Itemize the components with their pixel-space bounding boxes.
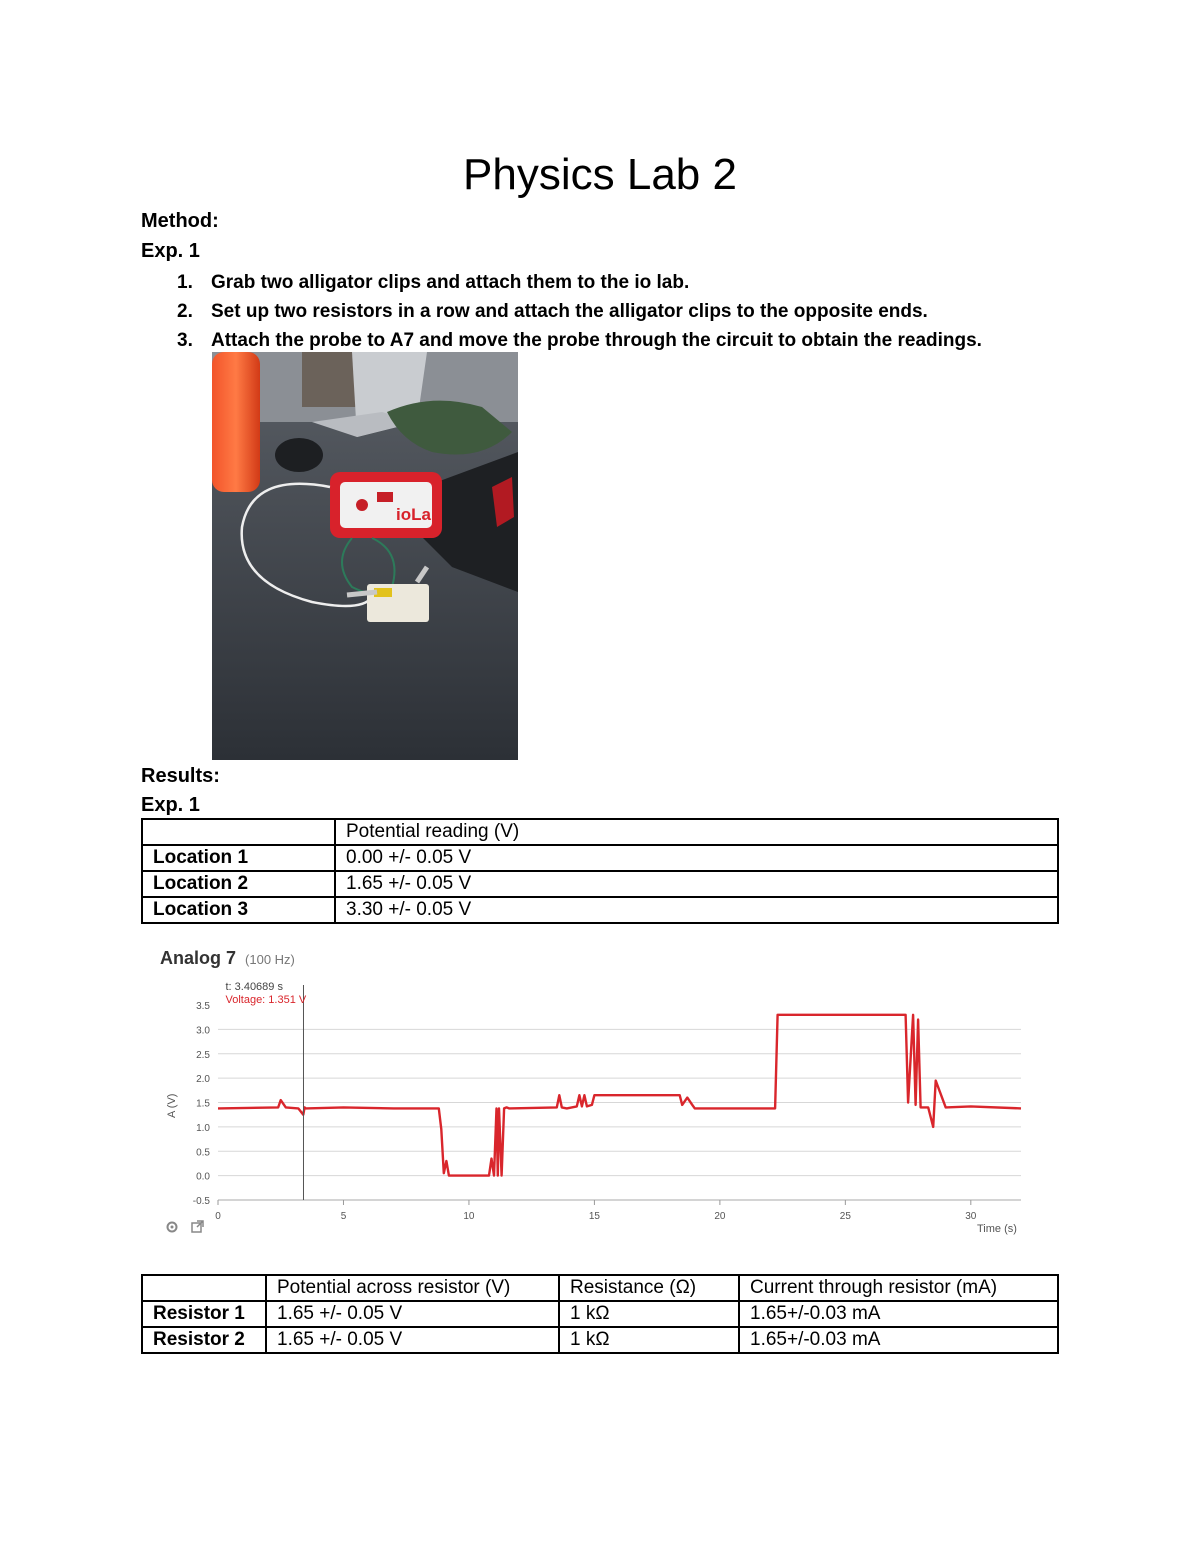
chart-subtitle: (100 Hz) xyxy=(245,952,295,967)
y-tick-label: -0.5 xyxy=(192,1196,210,1207)
page-title: Physics Lab 2 xyxy=(463,150,737,199)
method-steps xyxy=(141,268,982,355)
table-header-cell: Current through resistor (mA) xyxy=(739,1275,1058,1301)
x-tick-label: 5 xyxy=(340,1211,347,1222)
step-text: Grab two alligator clips and attach them to the io lab. xyxy=(211,272,690,293)
chart-y-label: A (V) xyxy=(166,1093,178,1118)
table-header-cell xyxy=(142,819,335,845)
table-header-cell xyxy=(142,1275,266,1301)
step-number: 2. xyxy=(177,301,193,322)
results-heading: Results: xyxy=(141,765,220,787)
y-tick-label: 3.5 xyxy=(196,1001,210,1012)
table-cell: 0.00 +/- 0.05 V xyxy=(335,845,1058,871)
gear-icon[interactable] xyxy=(168,1223,177,1232)
x-tick-label: 25 xyxy=(839,1211,851,1222)
table-row-label: Location 3 xyxy=(142,897,335,923)
table-row xyxy=(142,871,1058,897)
chart-grid xyxy=(218,1029,1021,1200)
results-exp-label: Exp. 1 xyxy=(141,794,200,816)
table-row xyxy=(142,897,1058,923)
analog-7-chart xyxy=(155,940,1035,1240)
chart-y-ticks xyxy=(193,1001,211,1207)
step-text: Set up two resistors in a row and attach the alligator clips to the opposite ends. xyxy=(211,301,928,322)
y-tick-label: 0.5 xyxy=(196,1147,210,1159)
table-header-row xyxy=(142,819,1058,845)
lab-setup-photo xyxy=(212,352,518,760)
chart-title xyxy=(160,948,295,968)
table-row xyxy=(142,1301,1058,1327)
y-tick-label: 3.0 xyxy=(196,1025,210,1037)
cursor-time-label: t: 3.40689 s xyxy=(225,981,283,993)
table-header-cell: Potential across resistor (V) xyxy=(266,1275,559,1301)
table-row xyxy=(142,845,1058,871)
table-cell: 1.65+/-0.03 mA xyxy=(739,1301,1058,1327)
table-cell: 1.65+/-0.03 mA xyxy=(739,1327,1058,1353)
step-number: 1. xyxy=(177,272,193,293)
chart-x-ticks xyxy=(215,1200,977,1222)
x-tick-label: 30 xyxy=(965,1211,977,1222)
x-tick-label: 10 xyxy=(463,1211,475,1222)
table-cell: 1.65 +/- 0.05 V xyxy=(266,1301,559,1327)
y-tick-label: 0.0 xyxy=(196,1171,210,1183)
method-exp-label: Exp. 1 xyxy=(141,240,200,262)
popout-icon[interactable] xyxy=(192,1221,203,1232)
table-cell: 1.65 +/- 0.05 V xyxy=(335,871,1058,897)
device-label: ioLab xyxy=(396,505,442,524)
table-row-label: Resistor 2 xyxy=(142,1327,266,1353)
potential-readings-table xyxy=(141,818,1059,924)
table-cell: 1.65 +/- 0.05 V xyxy=(266,1327,559,1353)
method-heading: Method: xyxy=(141,210,219,232)
table-cell: 3.30 +/- 0.05 V xyxy=(335,897,1058,923)
chart-x-label: Time (s) xyxy=(977,1223,1017,1235)
x-tick-label: 20 xyxy=(714,1211,726,1222)
step-number: 3. xyxy=(177,330,193,351)
table-header-cell: Potential reading (V) xyxy=(335,819,1058,845)
table-row-label: Location 1 xyxy=(142,845,335,871)
table-cell: 1 kΩ xyxy=(559,1301,739,1327)
y-tick-label: 1.0 xyxy=(196,1122,210,1134)
y-tick-label: 2.5 xyxy=(196,1049,210,1061)
table-row-label: Resistor 1 xyxy=(142,1301,266,1327)
resistor-table xyxy=(141,1274,1059,1354)
cursor-voltage-label: Voltage: 1.351 V xyxy=(225,994,307,1006)
method-step xyxy=(141,268,982,297)
table-header-row xyxy=(142,1275,1058,1301)
method-step xyxy=(141,297,982,326)
table-header-cell: Resistance (Ω) xyxy=(559,1275,739,1301)
method-step xyxy=(141,326,982,355)
x-tick-label: 0 xyxy=(215,1211,221,1222)
table-row xyxy=(142,1327,1058,1353)
x-tick-label: 15 xyxy=(588,1211,600,1222)
table-cell: 1 kΩ xyxy=(559,1327,739,1353)
chart-title-text: Analog 7 xyxy=(160,948,237,968)
table-row-label: Location 2 xyxy=(142,871,335,897)
y-tick-label: 1.5 xyxy=(196,1098,210,1110)
step-text: Attach the probe to A7 and move the probe through the circuit to obtain the readings. xyxy=(211,330,982,351)
y-tick-label: 2.0 xyxy=(196,1074,210,1086)
